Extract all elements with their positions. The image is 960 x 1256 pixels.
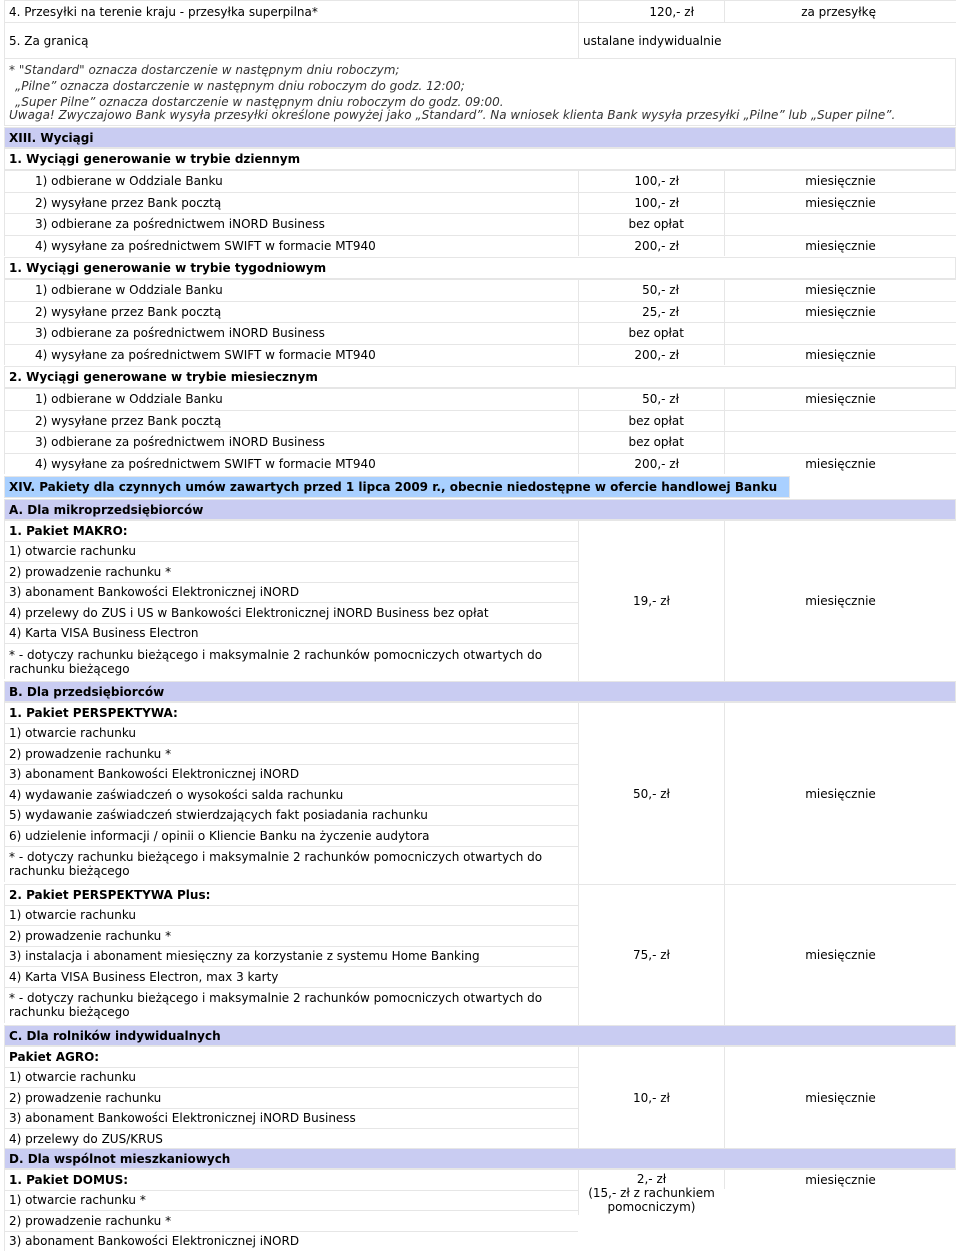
table-row: 2) wysyłane przez Bank pocztą bez opłat bbox=[4, 410, 956, 432]
package-price: 2,- zł (15,- zł z rachunkiem pomocniczym) bbox=[578, 1169, 724, 1215]
package-domus bbox=[4, 1169, 956, 1253]
package-note: * - dotyczy rachunku bieżącego i maksymalnie 2 rachunków pomocniczych otwartych do rachunku bieżącego bbox=[4, 987, 578, 1023]
package-price: 10,- zł bbox=[578, 1046, 724, 1148]
table-row: 1) odbierane w Oddziale Banku 50,- zł miesięcznie bbox=[4, 388, 956, 410]
subsection-title: 2. Wyciągi generowane w trybie miesiecznym bbox=[4, 366, 956, 388]
row-za-granica bbox=[4, 22, 956, 58]
table-row: 4) wysyłane za pośrednictwem SWIFT w formacie MT940 200,- zł miesięcznie bbox=[4, 235, 956, 257]
list-item: 1) otwarcie rachunku bbox=[4, 905, 578, 926]
note-super-pilne: „Super Pilne” oznacza dostarczenie w następnym dniu roboczym do godz. 09:00. bbox=[15, 95, 504, 109]
package-title: 1. Pakiet DOMUS: bbox=[4, 1169, 578, 1190]
list-item: 1) otwarcie rachunku bbox=[4, 1067, 578, 1088]
list-item: 1) otwarcie rachunku * bbox=[4, 1190, 578, 1211]
row-label: 5. Za granicą bbox=[4, 22, 578, 58]
subsection-title: 1. Wyciągi generowanie w trybie dziennym bbox=[4, 148, 956, 170]
package-title: 1. Pakiet PERSPEKTYWA: bbox=[4, 702, 578, 723]
package-title: 1. Pakiet MAKRO: bbox=[4, 520, 578, 541]
list-item: 3) abonament Bankowości Elektronicznej iNORD bbox=[4, 764, 578, 785]
list-item: 2) prowadzenie rachunku * bbox=[4, 925, 578, 946]
section-xiv-header bbox=[4, 476, 956, 498]
package-freq: miesięcznie bbox=[724, 884, 956, 1025]
list-item: 2) prowadzenie rachunku * bbox=[4, 561, 578, 582]
list-item: 1) otwarcie rachunku bbox=[4, 723, 578, 744]
note-standard: * "Standard" oznacza dostarczenie w następnym dniu roboczym; bbox=[9, 63, 400, 77]
table-row: 4) wysyłane za pośrednictwem SWIFT w formacie MT940 200,- zł miesięcznie bbox=[4, 344, 956, 366]
package-freq: miesięcznie bbox=[724, 520, 956, 681]
package-freq: miesięcznie bbox=[724, 1046, 956, 1148]
note-pilne: „Pilne” oznacza dostarczenie w następnym dniu roboczym do godz. 12:00; bbox=[15, 79, 465, 93]
package-perspektywa bbox=[4, 702, 956, 884]
subsection-title: 1. Wyciągi generowanie w trybie tygodniowym bbox=[4, 257, 956, 279]
section-xiii-header bbox=[4, 127, 956, 148]
list-item: 3) abonament Bankowości Elektronicznej iNORD bbox=[4, 1231, 578, 1252]
list-item: 4) wydawanie zaświadczeń o wysokości salda rachunku bbox=[4, 784, 578, 805]
table-row: 3) odbierane za pośrednictwem iNORD Business bez opłat bbox=[4, 322, 956, 344]
uwaga-row bbox=[4, 104, 956, 126]
list-item: 3) abonament Bankowości Elektronicznej iNORD Business bbox=[4, 1108, 578, 1129]
package-price: 19,- zł bbox=[578, 520, 724, 681]
list-item: 6) udzielenie informacji / opinii o Kliencie Banku na życzenie audytora bbox=[4, 825, 578, 846]
package-freq: miesięcznie bbox=[724, 1169, 956, 1189]
section-c-header: C. Dla rolników indywidualnych bbox=[4, 1025, 956, 1046]
list-item: 3) abonament Bankowości Elektronicznej iNORD bbox=[4, 582, 578, 603]
package-title: 2. Pakiet PERSPEKTYWA Plus: bbox=[4, 884, 578, 905]
package-price: 50,- zł bbox=[578, 702, 724, 884]
section-d-header: D. Dla wspólnot mieszkaniowych bbox=[4, 1148, 956, 1169]
notes-block bbox=[4, 58, 956, 109]
table-row: 2) wysyłane przez Bank pocztą 25,- zł miesięcznie bbox=[4, 301, 956, 323]
package-freq: miesięcznie bbox=[724, 702, 956, 884]
table-row: 1) odbierane w Oddziale Banku 50,- zł miesięcznie bbox=[4, 279, 956, 301]
table-row: 2) wysyłane przez Bank pocztą 100,- zł miesięcznie bbox=[4, 192, 956, 214]
list-item: 2) prowadzenie rachunku * bbox=[4, 1210, 578, 1231]
uwaga-text: Uwaga! Zwyczajowo Bank wysyła przesyłki określone powyżej jako „Standard”. Na wniosek klienta Bank wysyła przesyłki „Pilne” lub „Super pilne”. bbox=[9, 107, 896, 122]
package-makro bbox=[4, 520, 956, 681]
table-row: 1) odbierane w Oddziale Banku 100,- zł miesięcznie bbox=[4, 170, 956, 192]
list-item: 5) wydawanie zaświadczeń stwierdzających fakt posiadania rachunku bbox=[4, 805, 578, 826]
row-price: 120,- zł bbox=[578, 0, 724, 22]
list-item: 4) przelewy do ZUS i US w Bankowości Elektronicznej iNORD Business bez opłat bbox=[4, 602, 578, 623]
list-item: 4) Karta VISA Business Electron bbox=[4, 623, 578, 644]
package-agro bbox=[4, 1046, 956, 1148]
package-price: 75,- zł bbox=[578, 884, 724, 1025]
package-note: * - dotyczy rachunku bieżącego i maksymalnie 2 rachunków pomocniczych otwartych do rachunku bieżącego bbox=[4, 846, 578, 882]
list-item: 3) instalacja i abonament miesięczny za korzystanie z systemu Home Banking bbox=[4, 946, 578, 967]
package-title: Pakiet AGRO: bbox=[4, 1046, 578, 1067]
list-item: 4) przelewy do ZUS/KRUS bbox=[4, 1128, 578, 1149]
section-title: XIII. Wyciągi bbox=[4, 127, 956, 148]
list-item: 4) Karta VISA Business Electron, max 3 karty bbox=[4, 966, 578, 987]
list-item: 2) prowadzenie rachunku * bbox=[4, 743, 578, 764]
section-title: XIV. Pakiety dla czynnych umów zawartych przed 1 lipca 2009 r., obecnie niedostępne w ofercie handlowej Banku bbox=[4, 476, 790, 498]
package-note: * - dotyczy rachunku bieżącego i maksymalnie 2 rachunków pomocniczych otwartych do rachunku bieżącego bbox=[4, 643, 578, 679]
row-label: 4. Przesyłki na terenie kraju - przesyłka superpilna* bbox=[4, 0, 578, 22]
row-price: ustalane indywidualnie bbox=[578, 22, 956, 58]
table-row: 3) odbierane za pośrednictwem iNORD Business bez opłat bbox=[4, 213, 956, 235]
row-superpilna bbox=[4, 0, 956, 22]
table-row: 4) wysyłane za pośrednictwem SWIFT w formacie MT940 200,- zł miesięcznie bbox=[4, 453, 956, 475]
list-item: 2) prowadzenie rachunku bbox=[4, 1087, 578, 1108]
section-b-header: B. Dla przedsiębiorców bbox=[4, 681, 956, 702]
list-item: 1) otwarcie rachunku bbox=[4, 541, 578, 562]
package-perspektywa-plus bbox=[4, 884, 956, 1025]
row-freq: za przesyłkę bbox=[724, 0, 956, 22]
section-a-header: A. Dla mikroprzedsiębiorców bbox=[4, 499, 956, 520]
table-row: 3) odbierane za pośrednictwem iNORD Business bez opłat bbox=[4, 431, 956, 453]
